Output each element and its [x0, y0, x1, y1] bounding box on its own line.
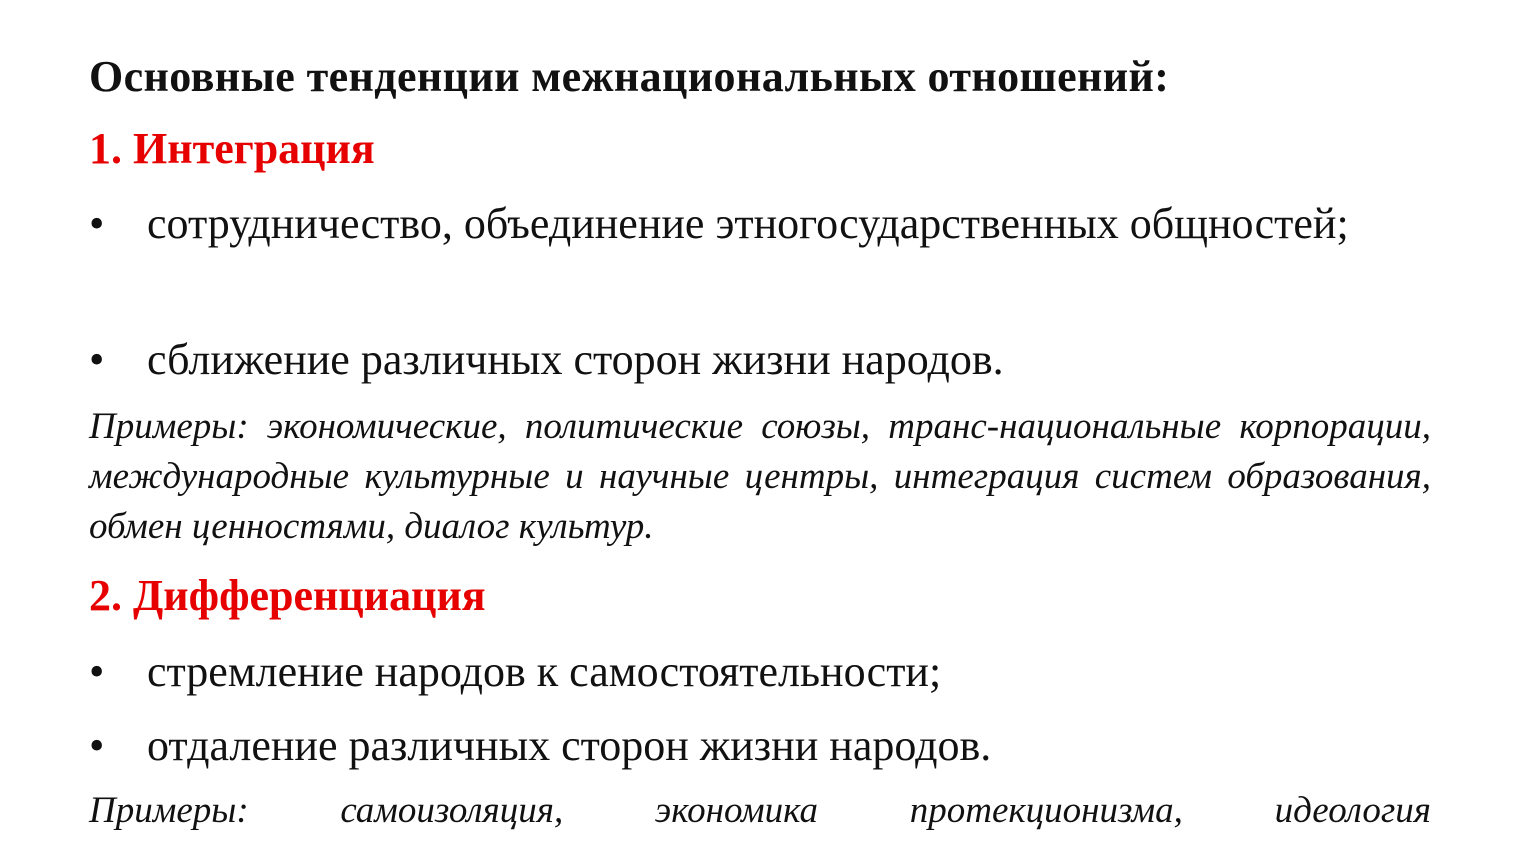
- bullet-item: [89, 642, 1431, 702]
- bullet-text: сближение различных сторон жизни народов.: [147, 335, 1004, 384]
- bullet-dot-icon: •: [89, 647, 105, 696]
- slide-title: Основные тенденции межнациональных отношений:: [89, 52, 1170, 101]
- section-heading-integration: 1. Интеграция: [89, 124, 375, 173]
- slide: [89, 0, 1431, 864]
- examples-integration: Примеры: экономические, политические союзы, транс-национальные корпорации, международные культурные и научные центры, интеграция систем образования, обмен ценностями, диалог культур.: [89, 406, 1431, 547]
- section-heading-differentiation: 2. Дифференциация: [89, 571, 486, 620]
- bullet-item: [89, 194, 1431, 254]
- bullet-text: сотрудничество, объединение этногосударственных общностей;: [147, 199, 1349, 248]
- bullet-dot-icon: •: [89, 721, 105, 770]
- bullet-dot-icon: •: [89, 199, 105, 248]
- bullet-item: [89, 330, 1431, 390]
- bullet-dot-icon: •: [89, 335, 105, 384]
- bullet-text: отдаление различных сторон жизни народов.: [147, 721, 992, 770]
- examples-differentiation: Примеры: самоизоляция, экономика протекционизма, идеология: [89, 790, 1431, 831]
- bullet-text: стремление народов к самостоятельности;: [147, 647, 942, 696]
- bullet-item: [89, 716, 1431, 776]
